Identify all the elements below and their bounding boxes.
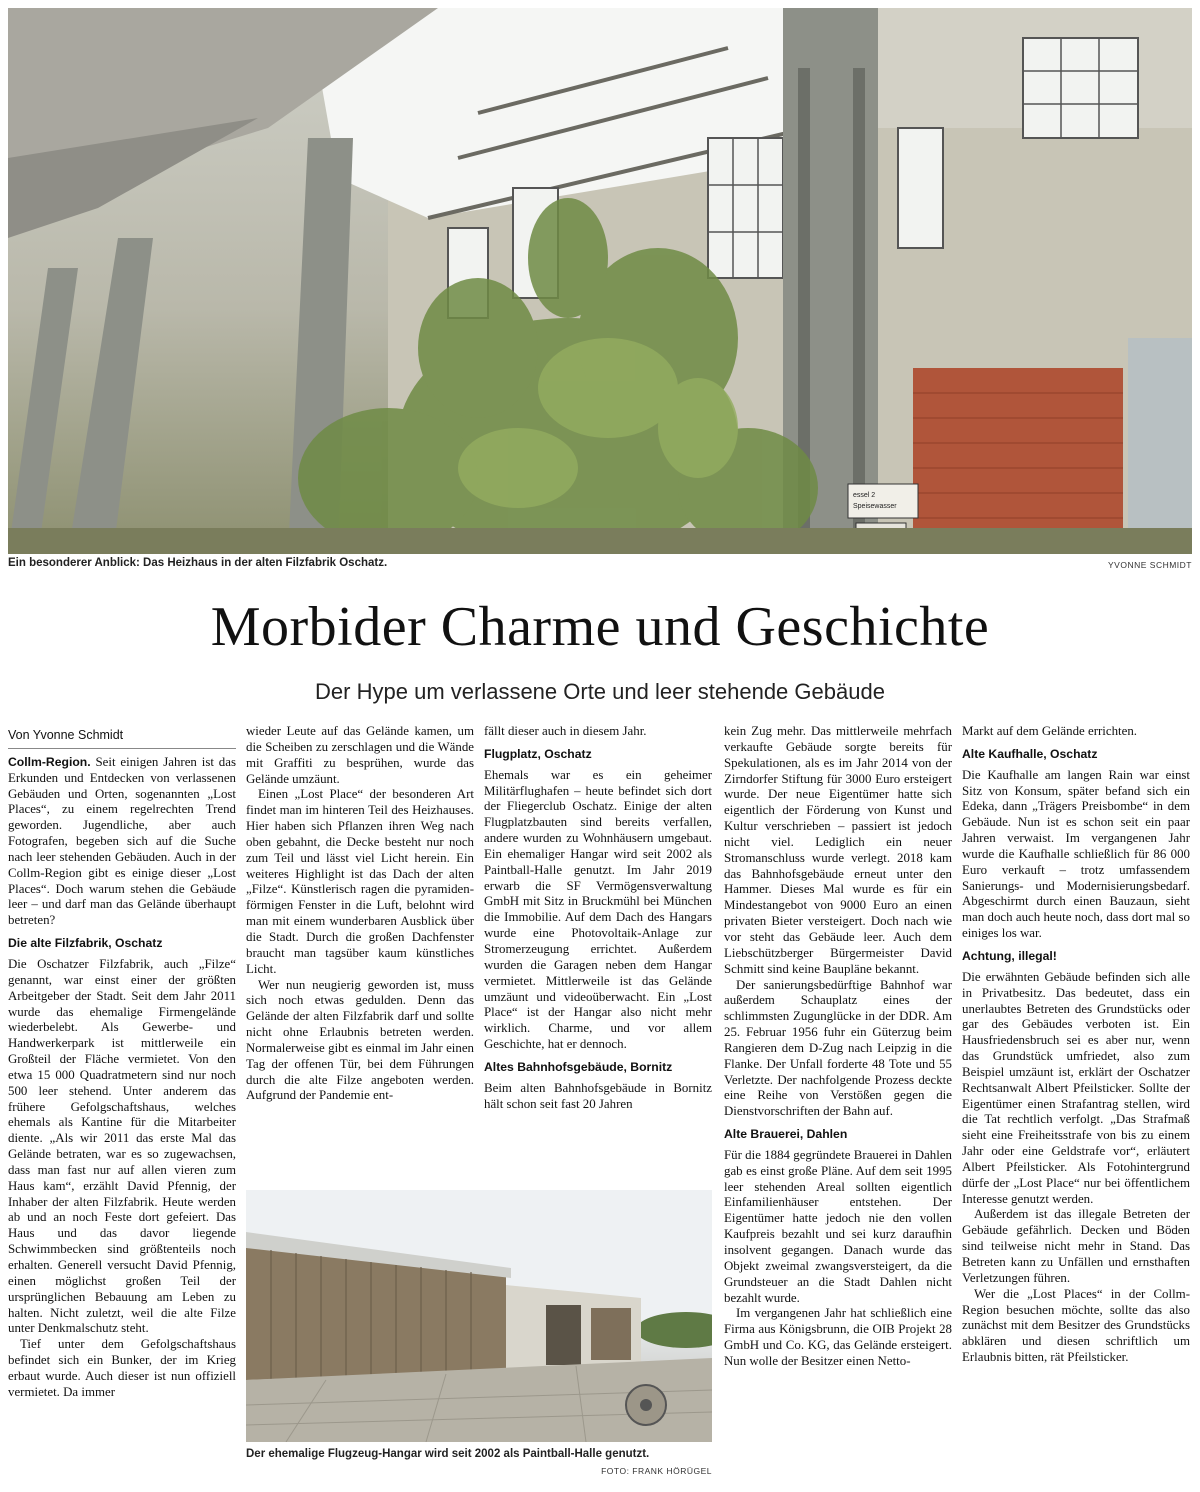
paragraph: Die Oschatzer Filzfabrik, auch „Filze“ genannt, war einst einer der größten Arbeitgeber der Stadt. Seit dem Jahr 2011 wurde das ehemalige Firmengelände wiederbelebt. Als Gewerbe- und Handwerkerpark ist mittlerweile ein Großteil der Fläche vermietet. Von den etwa 15 000 Quadratmetern sind nur noch 500 leer stehend. Unter anderem das frühere Gefolgschaftshaus, welches ehemals als Kantine für die Mitarbeiter diente. „Als wir 2011 das erste Mal das Gelände betraten, war es so zugewachsen, dass man fast nur auf allen vieren zum Haus kam“, erzählt David Pfennig, der Inhaber der alten Filzfabrik. Heute werden ab und an noch Feste dort gefeiert. Das Haus und das davor liegende Schwimmbecken sind größtenteils noch erhalten. Generell versucht David Pfennig, einen möglichst großen Teil der ursprünglichen Bebauung am Leben zu halten. Nicht zuletzt, weil die alte Filze unter Denkmalschutz steht. [8,956,236,1336]
paragraph: Beim alten Bahnhofsgebäude in Bornitz hält schon seit fast 20 Jahren [484,1080,712,1111]
subhead-kaufhalle: Alte Kaufhalle, Oschatz [962,746,1098,761]
article-column-4 [724,724,952,1486]
paragraph: Der sanierungsbedürftige Bahnhof war außerdem Schauplatz eines der schlimmsten Zugunglücke in der DDR. Am 25. Februar 1956 fuhr ein Güterzug beim Rangieren dem D-Zug nach Leipzig in die Flanke. Der Unfall forderte 48 Tote und 55 Verletzte. Der nachfolgende Prozess deckte eine Reihe von Verstößen gegen die Dienstvorschriften der Bahn auf. [724,977,952,1119]
paragraph: Für die 1884 gegründete Brauerei in Dahlen gab es einst große Pläne. Auf dem seit 1995 leer stehenden Areal sollten eigentlich Einfamilienhäuser entstehen. Der Eigentümer hatte jedoch nie den vollen Kaufpreis bezahlt und sei kurz daraufhin insolvent gegangen. Danach wurde das Objekt zweimal zwangsversteigert, da die Grundsteuer an die Stadt Dahlen nicht bezahlt wurde. [724,1147,952,1305]
hangar-caption: Der ehemalige Flugzeug-Hangar wird seit 2002 als Paintball-Halle genutzt. [246,1448,650,1460]
paragraph: Wer die „Lost Places“ in der Collm-Region besuchen möchte, sollte das also zunächst mit dem Besitzer des Grundstücks abklären und diesen schriftlich um Erlaubnis bitten, rät Pfeilsticker. [962,1286,1190,1365]
paragraph: Markt auf dem Gelände errichten. [962,724,1138,738]
headline: Morbider Charme und Geschichte [210,596,990,658]
subheadline: Der Hype um verlassene Orte und leer stehende Gebäude [315,679,885,704]
dateline: Collm-Region. [8,754,91,769]
paragraph: Außerdem ist das illegale Betreten der Gebäude gefährlich. Decken und Böden sind teilweise nicht mehr in Stand. Das Betreten kann zu Unfällen und ernsthaften Verletzungen führen. [962,1207,1190,1285]
subhead-flugplatz: Flugplatz, Oschatz [484,746,592,761]
hangar-credit: FOTO: FRANK HÖRÜGEL [601,1466,712,1476]
boiler-sign-line2: Speisewasser [853,503,897,510]
hangar-photo [246,1190,712,1442]
hero-photo [8,8,1192,554]
paragraph: Tief unter dem Gefolgschaftshaus befindet sich ein Bunker, der im Krieg erbaut wurde. Auch dieser ist nun offiziell vermietet. Da immer [8,1337,236,1399]
paragraph: fällt dieser auch in diesem Jahr. [484,724,647,738]
paragraph: Die Kaufhalle am langen Rain war einst Sitz von Konsum, später befand sich ein Edeka, dann „Trägers Preisbombe“ in dem Gebäude. Nun ist es schon seit ein paar Jahren verwaist. Im vergangenen Jahr wurde die Kaufhalle schließlich für 86 000 Euro verkauft – trotz umfassendem Sanierungs- und Modernisierungsbedarf. Abgeschirmt durch einen Bauzaun, sieht man doch auch heute noch, dass dort mal so einiges los war. [962,767,1190,941]
paragraph: Im vergangenen Jahr hat schließlich eine Firma aus Königsbrunn, die OIB Projekt 28 GmbH und Co. KG, das Gelände ersteigert. Nun wolle der Besitzer einen Netto- [724,1306,952,1368]
article-column-5 [962,724,1190,1486]
intro-paragraph: Collm-Region. Seit einigen Jahren ist das Erkunden und Entdecken von verlassenen Gebäuden und Orten, sogenannten „Lost Places“, zu einem regelrechten Trend geworden. Jugendliche, aber auch Fotografen, begeben sich auf die Suche nach leer stehenden Gebäuden. Auch in der Collm-Region gibt es einige dieser „Lost Places“. Doch warum stehen die Gebäude leer – und darf man das Gelände überhaupt betreten? [8,754,236,928]
boiler-sign-line1: essel 2 [853,492,876,499]
subhead-brauerei: Alte Brauerei, Dahlen [724,1127,848,1142]
article-column-2 [246,724,474,1184]
byline: Von Yvonne Schmidt [8,728,236,749]
paragraph: wieder Leute auf das Gelände kamen, um die Scheiben zu zerschlagen und die Wände mit Graffiti zu besprühen, wurde das Gelände umzäunt. [246,724,474,786]
paragraph: Einen „Lost Place“ der besonderen Art findet man im hinteren Teil des Heizhauses. Hier haben sich Pflanzen ihren Weg nach oben gebahnt, die Decke besteht nur noch zum Teil und lässt viel Licht herein. Ein weiteres Highlight ist das Dach der alten „Filze“. Künstlerisch ragen die pyramiden-förmigen Fenster in die Luft, belohnt wird man mit einem wunderbaren Ausblick über die Stadt. Durch die großen Dachfenster braucht man tagsüber kaum künstliches Licht. [246,787,474,976]
subhead-filzfabrik: Die alte Filzfabrik, Oschatz [8,936,163,951]
hero-caption: Ein besonderer Anblick: Das Heizhaus in der alten Filzfabrik Oschatz. [8,557,388,569]
subhead-illegal: Achtung, illegal! [962,948,1057,963]
paragraph: Die erwähnten Gebäude befinden sich alle in Privatbesitz. Das bedeutet, dass ein unerlaubtes Betreten des Grundstücks oder gar des Gebäudes verboten ist. Ein Hausfriedensbruch sei es aber nur, wenn das Grundstück umfriedet, also zum Beispiel umzäunt ist, erklärt der Oschatzer Rechtsanwalt Albert Pfeilsticker. Sollte der Eigentümer einen Strafantrag stellen, wird die Tat rechtlich verfolgt. „Das Strafmaß sieht eine Freiheitsstrafe von bis zu einem Jahr oder eine Geldstrafe vor“, erläutert Albert Pfeilsticker. Als Fotohintergrund dürfe der „Lost Place“ nur bei öffentlichem Interesse genutzt werden. [962,969,1190,1206]
article-column-1 [8,724,236,1486]
paragraph: Wer nun neugierig geworden ist, muss sich noch etwas gedulden. Denn das Gelände der alten Filzfabrik darf und sollte nicht ohne Erlaubnis betreten werden. Normalerweise gibt es einmal im Jahr einen Tag der offenen Tür, bei dem Führungen durch die alte Filze angeboten werden. Aufgrund der Pandemie ent- [246,977,474,1103]
hero-credit: YVONNE SCHMIDT [1108,560,1192,570]
article-column-3 [484,724,712,1184]
paragraph: Ehemals war es ein geheimer Militärflughafen – heute befindet sich dort der Fliegerclub Oschatz. Einige der alten Flugplatzbauten sind bereits verfallen, andere wurden zu Wohnhäusern umgebaut. Ein ehemaliger Hangar wird seit 2002 als Paintball-Halle genutzt. Im Jahr 2019 erwarb die SF Vermögensverwaltung GmbH mit Sitz in Bruckmühl bei München die Immobilie. Auf dem Dach des Hangars wurde eine Photovoltaik-Anlage zur Stromerzeugung errichtet. Außerdem wurden die Garagen neben dem Hangar vermietet. Mittlerweile ist das Gelände umzäunt und videoüberwacht. Ein „Lost Place“ ist der Hangar also nicht mehr wirklich. Charme, und vor allem Geschichte, hat er dennoch. [484,767,712,1052]
subhead-bahnhof: Altes Bahnhofsgebäude, Bornitz [484,1059,673,1074]
paragraph: kein Zug mehr. Das mittlerweile mehrfach verkaufte Gebäude sorgte bereits für Spekulationen, als es im Jahr 2014 von der Zirndorfer Stiftung für 3000 Euro ersteigert wurde. Der neue Eigentümer hatte sich eigentlich der Förderung von Kunst und Kultur verschrieben – passiert ist jedoch nicht viel. Lediglich ein neuer Stromanschluss wurde verlegt. 2018 kam das Bahnhofsgebäude erneut unter den Hammer. Dieses Mal wurde es für ein Mindestangebot von 9000 Euro an einen privaten Bieter versteigert. Doch nach wie vor steht das Gebäude leer. Auch dem Liebschützberger Bürgermeister David Schmitt sind keine Baupläne bekannt. [724,724,952,976]
